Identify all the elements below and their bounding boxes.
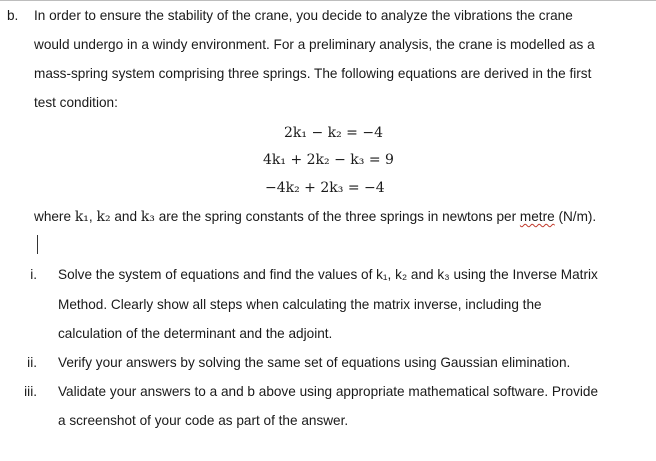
part-marker: b. bbox=[7, 8, 19, 23]
where-line bbox=[34, 209, 596, 225]
where-middle: are the spring constants of the three springs in newtons per bbox=[154, 209, 520, 224]
top-border bbox=[0, 0, 656, 1]
question-marker-iii: iii. bbox=[24, 384, 37, 399]
where-suffix: (N/m). bbox=[554, 209, 597, 224]
question-iii-line-2: a screenshot of your code as part of the answer. bbox=[58, 413, 349, 428]
k1-symbol: k₁ bbox=[74, 209, 89, 225]
question-i-line-2: Method. Clearly show all steps when calculating the matrix inverse, including the bbox=[58, 297, 542, 312]
equation-1: 2k₁ − k₂ = −4 bbox=[284, 125, 383, 141]
k2-symbol: k₂ bbox=[96, 209, 111, 225]
where-sep: , bbox=[88, 209, 97, 224]
question-i-line-3: calculation of the determinant and the adjoint. bbox=[58, 326, 333, 341]
equation-2: 4k₁ + 2k₂ − k₃ = 9 bbox=[263, 152, 394, 168]
intro-line-3: mass-spring system comprising three springs. The following equations are derived in the first bbox=[34, 66, 592, 81]
where-prefix: where bbox=[34, 209, 75, 224]
intro-line-4: test condition: bbox=[34, 95, 118, 110]
where-and: and bbox=[110, 209, 141, 224]
spellcheck-word: metre bbox=[519, 209, 555, 224]
question-iii-line-1: Validate your answers to a and b above using appropriate mathematical software. Provide bbox=[58, 384, 599, 399]
intro-line-2: would undergo in a windy environment. For a preliminary analysis, the crane is modelled as a bbox=[34, 37, 595, 52]
question-marker-ii: ii. bbox=[27, 355, 37, 370]
question-i-line-1: Solve the system of equations and find the values of k₁, k₂ and k₃ using the Inverse Matrix bbox=[58, 267, 598, 282]
equation-3: −4k₂ + 2k₃ = −4 bbox=[265, 180, 385, 196]
k3-symbol: k₃ bbox=[140, 209, 155, 225]
text-cursor bbox=[37, 235, 38, 254]
question-ii-line-1: Verify your answers by solving the same set of equations using Gaussian elimination. bbox=[58, 355, 571, 370]
question-marker-i: i. bbox=[30, 267, 37, 282]
intro-line-1: In order to ensure the stability of the crane, you decide to analyze the vibrations the crane bbox=[34, 8, 573, 23]
